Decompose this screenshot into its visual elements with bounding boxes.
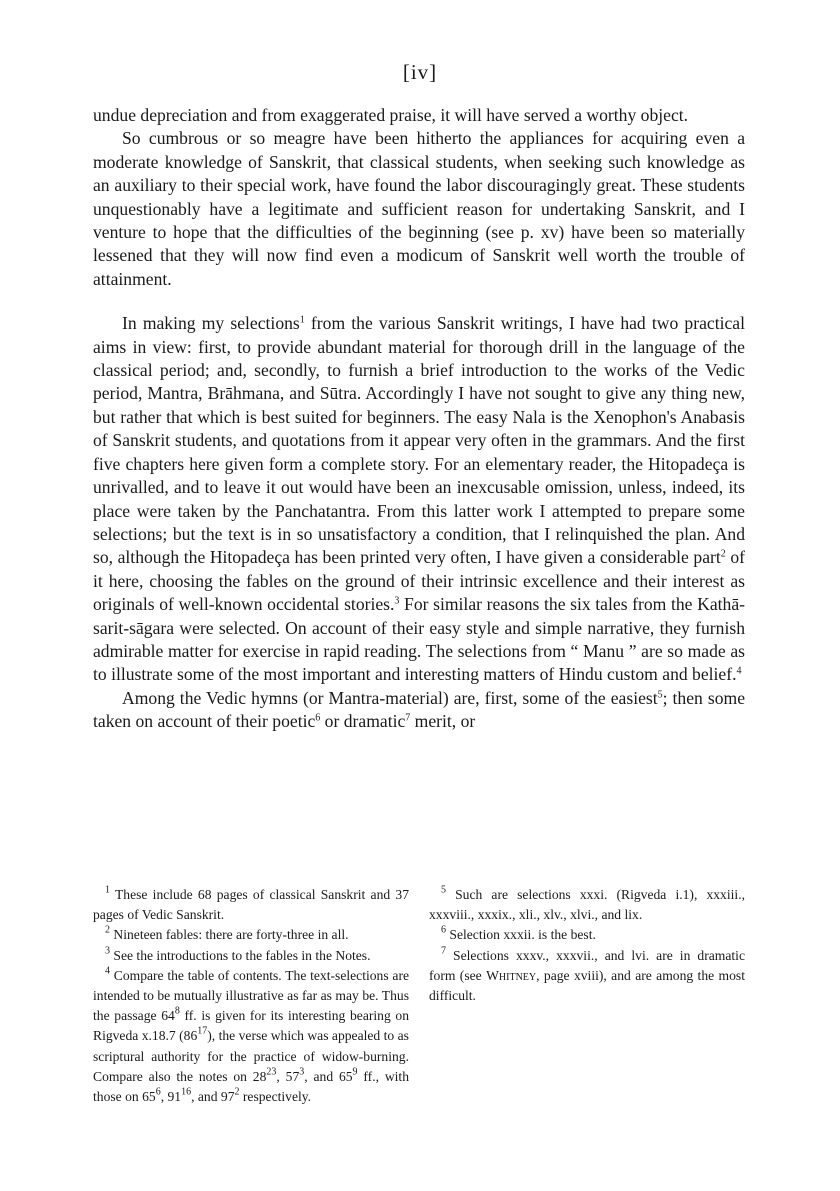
paragraph-continuation [93,104,745,127]
footnote-7 [429,946,745,1007]
footnote-text: , 91 [160,1089,182,1105]
footnote-sup: 3 [299,1066,305,1078]
footnotes-column-right [429,885,745,1107]
footnote-text: See the introductions to the fables in the Notes. [110,947,371,963]
main-text [93,104,745,734]
footnote-text: Compare the table of contents. The text-selections are intended to be mutually illustrative as far as may be. Thus the passage 64 [93,967,409,1024]
footnote-sup: 6 [155,1086,161,1098]
paragraph-vedic-hymns [93,687,745,734]
footnote-text: Nineteen fables: there are forty-three in all. [110,927,349,943]
footnote-sup: 23 [266,1066,277,1078]
footnote-mark: 7 [441,945,446,957]
footnote-text: ff. is given for its interesting bearing on Rigveda x.18.7 (86 [93,1008,410,1044]
footnotes [93,885,745,1107]
text-line: such knowledge as an auxiliary to their special work, have found the labor [93,151,745,196]
author-name: Whitney [486,967,537,983]
footnote-mark: 3 [105,945,110,957]
text-line: worthy object. [586,105,689,125]
footnote-mark: 1 [105,884,110,896]
footnote-sup: 16 [181,1086,192,1098]
text-segment: of it here, choosing the fables on the ground of their intrinsic excellence and their interest as originals of well-known occidental stories. [93,547,745,615]
footnote-mark: 2 [105,924,110,936]
footnote-mark: 6 [441,924,446,936]
footnote-text: Selections xxxv., xxxvii., and lvi. are in dramatic form (see [429,947,745,983]
text-segment: ; then some taken on account of their poetic [93,687,745,732]
text-segment: For similar reasons the six tales from the Kathā-sarit-sāgara were selected. On account of their easy style and simple narrative, they furnish admirable matter for exercise in rapid reading. The selections from “ Manu ” are so made as to illustrate some of the most important and interesting matters of Hindu custom and belief. [93,594,745,685]
footnote-6 [429,925,745,945]
text-line: difficulties of the beginning (see p. xv) have been so materially lessened [93,222,745,266]
footnote-text: , page xviii), and are among the most difficult. [429,967,745,1004]
text-line: discouragingly great. These students unquestionably have a legitimate and [93,175,745,219]
footnote-text: respectively. [239,1089,312,1105]
footnote-text: Selection xxxii. is the best. [446,927,596,943]
footnote-sup: 17 [197,1025,208,1037]
text-line: undue depreciation and from exaggerated praise, it will have served a [93,105,582,125]
footnote-text: , 57 [276,1068,300,1084]
footnote-ref-1: 1 [299,314,305,326]
footnote-text: , and 97 [191,1089,235,1105]
footnote-ref-4: 4 [736,665,742,677]
footnote-4 [93,966,409,1107]
text-segment: Among the Vedic hymns (or Mantra-material) are, first, some of the easiest [122,687,658,708]
text-segment: In making my selections [122,313,300,334]
footnote-text: , and 65 [304,1068,353,1084]
text-line: sufficient reason for undertaking Sanskrit, and I venture to hope that the [93,198,745,243]
footnote-text: Such are selections xxxi. (Rigveda i.1), xxxiii., xxxviii., xxxix., xli., xlv., xlvi., and lix. [429,887,745,923]
page-number: [iv] [402,60,438,84]
text-line: that they will now find even a modicum of Sanskrit well worth the trouble of [160,245,745,266]
footnote-ref-7: 7 [405,712,411,724]
footnote-5 [429,885,745,925]
footnote-ref-2: 2 [720,548,726,560]
paragraph-appliances [93,127,745,291]
text-segment: merit, or [410,711,476,732]
text-line: even a moderate knowledge of Sanskrit, that classical students, when seeking [93,128,746,172]
text-segment: or dramatic [320,711,406,732]
footnote-sup: 9 [352,1066,358,1078]
footnote-text: ff., with those on 65 [93,1068,409,1105]
footnote-mark: 5 [441,884,446,896]
footnote-ref-5: 5 [657,689,663,701]
footnote-ref-3: 3 [394,595,400,607]
footnote-ref-6: 6 [315,712,321,724]
footnotes-column-left [93,885,409,1107]
text-line: So cumbrous or so meagre have been hitherto the appliances for acquiring [122,128,688,149]
footnote-sup: 8 [174,1005,180,1017]
footnote-2 [93,925,409,945]
footnote-mark: 4 [105,965,110,977]
text-line: attainment. [93,268,172,289]
footnote-text: ), the verse which was appealed to as scriptural authority for the practice of widow-burning. Compare also the notes on 28 [93,1028,409,1084]
footnote-3 [93,946,409,966]
footnote-sup: 2 [234,1086,240,1098]
text-segment: from the various Sanskrit writings, I have had two practical aims in view: first, to provide abundant material for thorough drill in the language of the classical period; and, secondly, to furnish a brief introduction to the works of the Vedic period, Mantra, Brāhmana, and Sūtra. Accordingly I have not sought to give any thing new, but rather that which is best suited for beginners. The easy Nala is the Xenophon's Anabasis of Sanskrit students, and quotations from it appear very often in the grammars. And the first five chapters here given form a complete story. For an elementary reader, the Hitopadeça is unrivalled, and to leave it out would have been an inexcusable omission, unless, indeed, its place were taken by the Panchatantra. From this latter work I attempted to prepare some selections; but the text is in so unsatisfactory a condition, that I relinquished the plan. And so, although the Hitopadeça has been printed very often, I have given a considerable part [93,313,745,568]
footnote-text: These include 68 pages of classical Sanskrit and 37 pages of Vedic Sanskrit. [93,887,409,923]
paragraph-selections [93,312,745,687]
footnote-1 [93,885,409,925]
